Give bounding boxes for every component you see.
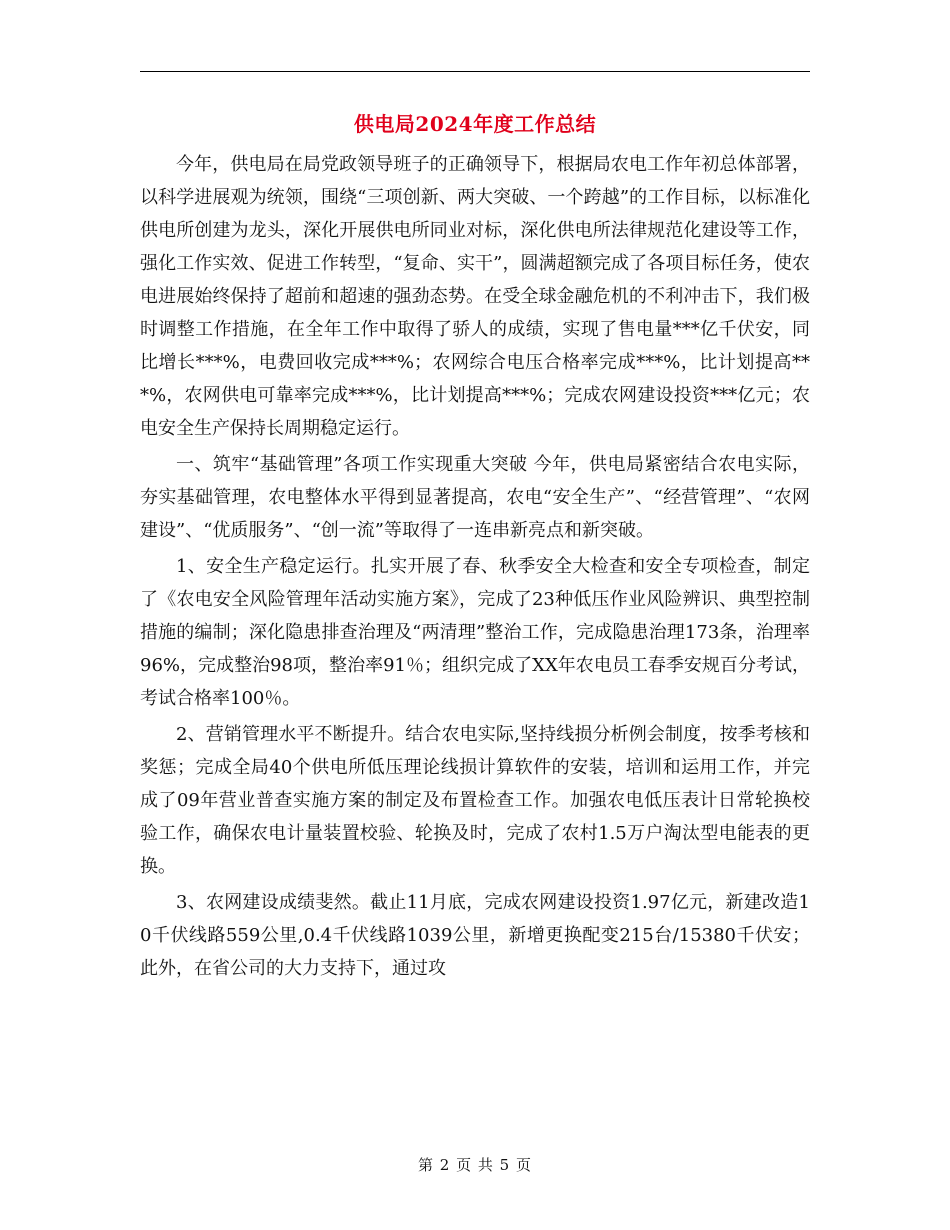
paragraph-safety: 1、安全生产稳定运行。扎实开展了春、秋季安全大检查和安全专项检查，制定了《农电安全风险管理年活动实施方案》，完成了23种低压作业风险辨识、典型控制措施的编制；深化隐患排查治理及“两清理”整治工作，完成隐患治理173条，治理率96%，完成整治98项，整治率91％；组织完成了XX年农电员工春季安规百分考试，考试合格率100％。: [140, 556, 810, 709]
paragraph-section-1: 一、筑牢“基础管理”各项工作实现重大突破 今年，供电局紧密结合农电实际，夯实基础管理，农电整体水平得到显著提高，农电“安全生产”、“经营管理”、“农网建设”、“优质服务”、“创一流”等取得了一连串新亮点和新突破。: [140, 454, 810, 541]
paragraph-grid-construction: 3、农网建设成绩斐然。截止11月底，完成农网建设投资1.97亿元，新建改造10千伏线路559公里,0.4千伏线路1039公里，新增更换配变215台/15380千伏安；此外，在省公司的大力支持下，通过攻: [140, 892, 810, 979]
paragraph-marketing: 2、营销管理水平不断提升。结合农电实际,坚持线损分析例会制度，按季考核和奖惩；完成全局40个供电所低压理论线损计算软件的安装，培训和运用工作，并完成了09年营业普查实施方案的制定及布置检查工作。加强农电低压表计日常轮换校验工作，确保农电计量装置校验、轮换及时，完成了农村1.5万户淘汰型电能表的更换。: [140, 724, 810, 877]
document-body: [140, 148, 810, 988]
page-number-footer: 第 2 页 共 5 页: [418, 1156, 532, 1174]
paragraph-intro: 今年，供电局在局党政领导班子的正确领导下，根据局农电工作年初总体部署，以科学进展观为统领，围绕“三项创新、两大突破、一个跨越”的工作目标，以标准化供电所创建为龙头，深化开展供电所同业对标，深化供电所法律规范化建设等工作，强化工作实效、促进工作转型，“复命、实干”，圆满超额完成了各项目标任务，使农电进展始终保持了超前和超速的强劲态势。在受全球金融危机的不利冲击下，我们极时调整工作措施，在全年工作中取得了骄人的成绩，实现了售电量***亿千伏安，同比增长***%，电费回收完成***%；农网综合电压合格率完成***%，比计划提高***%，农网供电可靠率完成***%，比计划提高***%；完成农网建设投资***亿元；农电安全生产保持长周期稳定运行。: [140, 154, 810, 439]
header-rule: [140, 71, 810, 72]
page-title: 供电局2024年度工作总结: [353, 112, 597, 136]
